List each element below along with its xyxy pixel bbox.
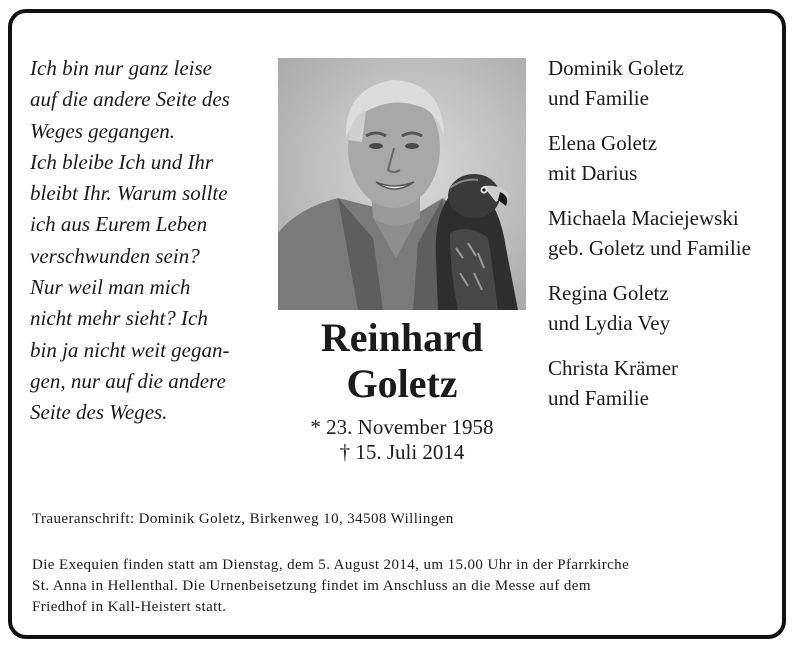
mourner-line: Regina Goletz <box>548 281 669 305</box>
poem-line: bin ja nicht weit gegan- <box>30 337 230 362</box>
first-name: Reinhard <box>320 315 484 360</box>
mourner-line: Elena Goletz <box>548 131 658 155</box>
mourner-entry <box>548 203 788 263</box>
service-line: St. Anna in Hellenthal. Die Urnenbeisetzung findet im Anschluss an die Messe auf dem <box>32 578 591 594</box>
death-date: † 15. Juli 2014 <box>339 440 465 464</box>
poem-line: auf die andere Seite des <box>30 87 230 112</box>
obituary-card <box>8 9 786 639</box>
mourners-list <box>548 53 788 428</box>
life-dates <box>278 415 526 465</box>
service-line: Die Exequien finden statt am Dienstag, dem 5. August 2014, um 15.00 Uhr in der Pfarrkirche <box>32 557 630 573</box>
mourner-line: und Familie <box>548 386 649 410</box>
mourner-line: geb. Goletz und Familie <box>548 236 751 260</box>
poem-line: Ich bin nur ganz leise <box>30 56 212 80</box>
portrait-with-eagle-icon <box>278 58 526 310</box>
portrait-photo <box>278 58 526 310</box>
poem-line: gen, nur auf die andere <box>30 368 226 393</box>
mourner-entry <box>548 128 788 188</box>
poem-line: Weges gegangen. <box>30 118 176 143</box>
mourner-line: mit Darius <box>548 161 638 185</box>
poem-line: Seite des Weges. <box>30 400 168 425</box>
mourner-entry <box>548 53 788 113</box>
poem-line: bleibt Ihr. Warum sollte <box>30 181 228 206</box>
mourner-entry <box>548 278 788 338</box>
poem-line: Ich bleibe Ich und Ihr <box>30 149 214 174</box>
service-info <box>32 555 782 618</box>
mourner-line: Dominik Goletz <box>548 56 684 80</box>
poem-line: Nur weil man mich <box>30 275 191 300</box>
poem-line: verschwunden sein? <box>30 243 200 268</box>
mourner-line: Christa Krämer <box>548 356 679 380</box>
poem <box>30 53 270 429</box>
mourner-line: und Lydia Vey <box>548 311 671 335</box>
deceased-name <box>278 315 526 407</box>
mourning-address: Traueranschrift: Dominik Goletz, Birkenweg 10, 34508 Willingen <box>32 511 454 527</box>
last-name: Goletz <box>346 361 458 406</box>
mourner-line: und Familie <box>548 86 649 110</box>
birth-date: * 23. November 1958 <box>310 415 494 439</box>
mourner-line: Michaela Maciejewski <box>548 206 739 230</box>
mourner-entry <box>548 353 788 413</box>
poem-line: nicht mehr sieht? Ich <box>30 306 208 331</box>
service-line: Friedhof in Kall-Heistert statt. <box>32 599 227 615</box>
poem-line: ich aus Eurem Leben <box>30 212 208 237</box>
